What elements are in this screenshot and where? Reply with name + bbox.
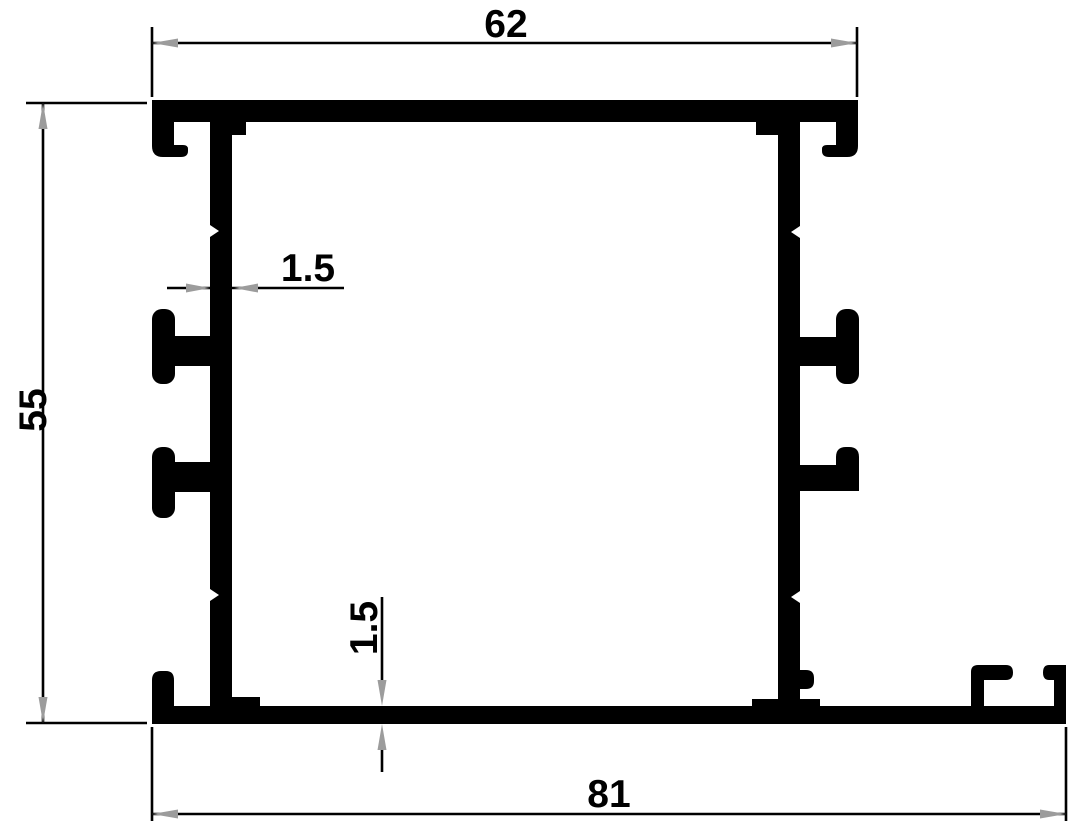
top-left-hook: [152, 122, 188, 157]
dim-label-left-height: 55: [12, 388, 55, 432]
bottom-plate: [152, 706, 1066, 724]
arrowhead-right-icon: [1040, 810, 1066, 819]
dim-label-base-thickness: 1.5: [343, 600, 386, 656]
arrowhead-down-icon: [378, 680, 387, 706]
arrowhead-up-icon: [378, 724, 387, 750]
dimension-bottom-width: [152, 727, 1066, 821]
arrowhead-down-icon: [39, 697, 48, 723]
arrowhead-left-icon: [152, 810, 178, 819]
right-wall-bottom-bump: [798, 670, 814, 689]
left-clip-lower-bar: [152, 447, 175, 518]
right-clip-lower-stem: [800, 465, 838, 491]
right-wall: [778, 122, 800, 706]
arrowhead-right-icon: [831, 39, 857, 48]
dim-label-top-width: 62: [484, 3, 528, 46]
left-clip-upper-bar: [152, 309, 175, 384]
arrowhead-left-icon: [234, 284, 258, 293]
left-wall-bottom-step: [232, 697, 260, 706]
dim-label-bottom-width: 81: [587, 773, 631, 816]
dimension-top-width: [152, 3, 857, 97]
right-clip-upper-bar: [836, 309, 859, 384]
top-plate: [152, 100, 858, 122]
right-clip-lower-bar: [836, 447, 859, 491]
bottom-right-post: [971, 665, 1013, 706]
profile-cross-section: [152, 100, 1066, 724]
bottom-left-hook: [152, 671, 174, 706]
left-wall: [210, 122, 232, 706]
arrowhead-left-icon: [152, 39, 178, 48]
top-right-hook: [822, 122, 858, 157]
dimension-base-thickness: [343, 597, 387, 772]
dimension-wall-thickness: [167, 247, 344, 293]
left-clip-upper-stem: [172, 336, 210, 366]
dim-label-wall-thickness: 1.5: [280, 247, 336, 290]
left-clip-lower-stem: [172, 462, 210, 492]
arrowhead-right-icon: [186, 284, 210, 293]
dimension-left-height: [12, 103, 147, 723]
right-wall-bottom-ledge: [752, 699, 820, 706]
right-clip-upper-stem: [800, 337, 838, 366]
arrowhead-up-icon: [39, 103, 48, 129]
